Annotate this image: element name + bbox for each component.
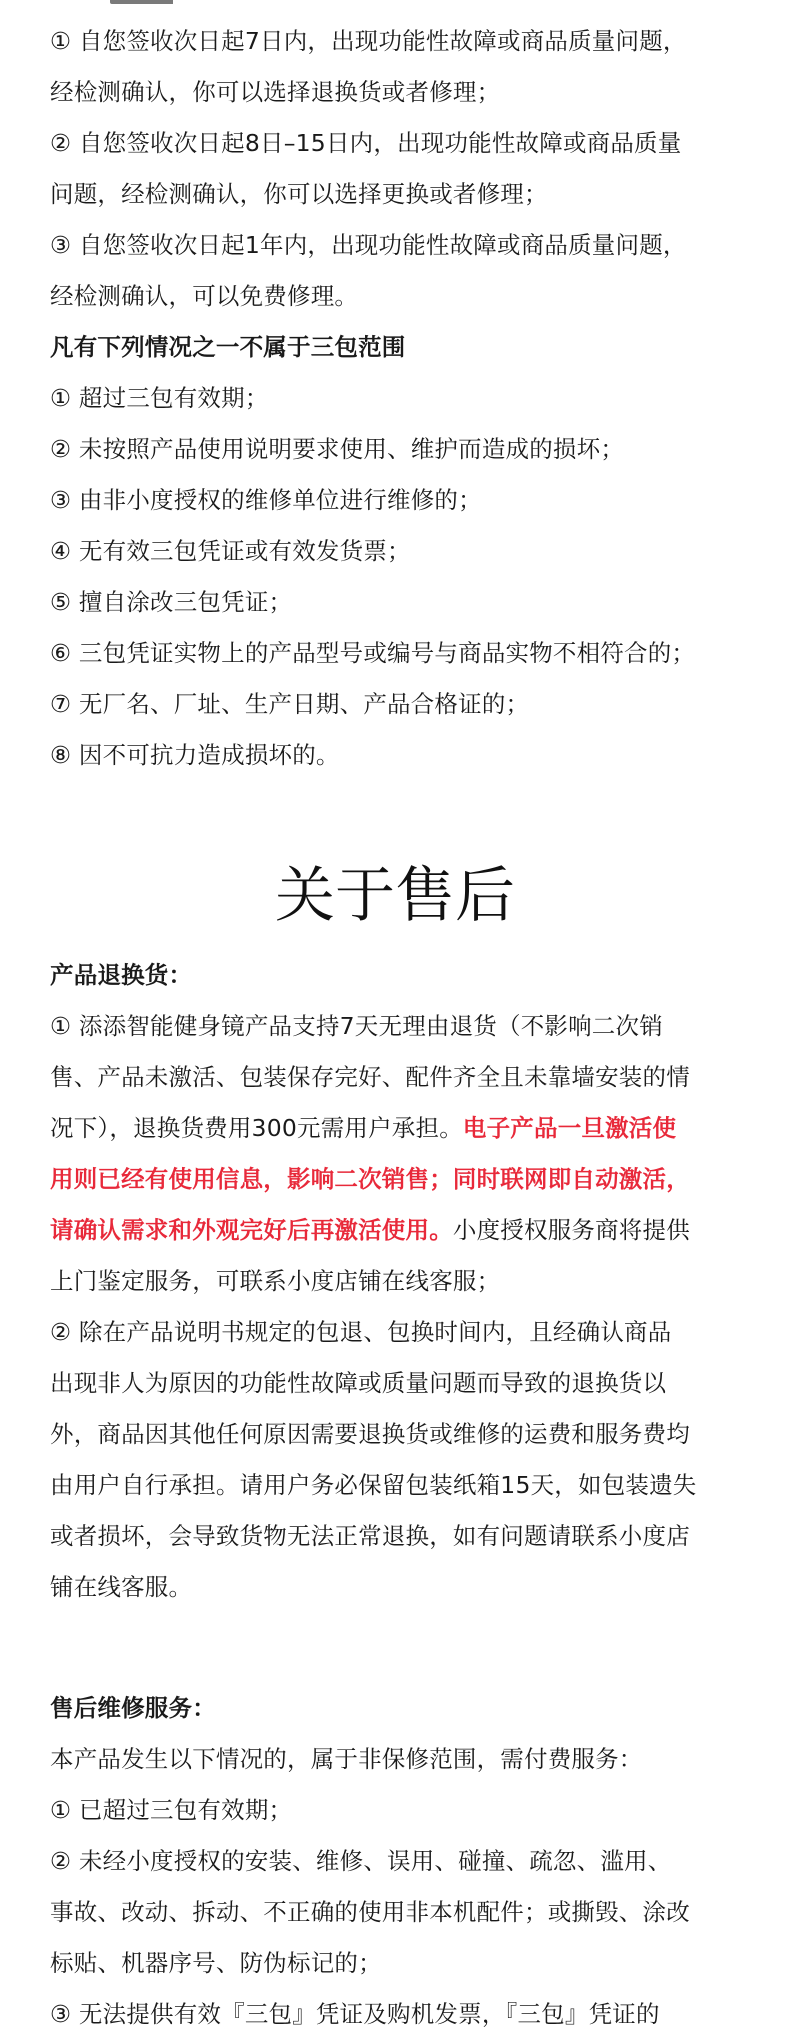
returns-text-segment: 铺在线客服。 bbox=[50, 1573, 193, 1601]
returns-text bbox=[50, 1001, 750, 1613]
policy-line: ② 自您签收次日起8日–15日内，出现功能性故障或商品质量 bbox=[50, 129, 682, 157]
policy-line: 经检测确认，可以免费修理。 bbox=[50, 282, 359, 310]
returns-line bbox=[50, 1205, 750, 1256]
policy-line: ① 自您签收次日起7日内，出现功能性故障或商品质量问题， bbox=[50, 27, 687, 55]
returns-text-segment: 售、产品未激活、包装保存完好、配件齐全且未靠墙安装的情 bbox=[50, 1063, 690, 1091]
returns-text-segment: 上门鉴定服务，可联系小度店铺在线客服； bbox=[50, 1267, 501, 1295]
repair-section bbox=[50, 1683, 750, 1734]
exclusion-item: ⑤ 擅自涂改三包凭证； bbox=[50, 588, 293, 616]
returns-line bbox=[50, 1409, 750, 1460]
returns-line bbox=[50, 1358, 750, 1409]
returns-line bbox=[50, 1001, 750, 1052]
exclusions-section bbox=[50, 322, 750, 373]
returns-line bbox=[50, 1307, 750, 1358]
policy-line: 经检测确认，你可以选择退换货或者修理； bbox=[50, 78, 501, 106]
returns-text-segment: 由用户自行承担。请用户务必保留包装纸箱15天，如包装遗失 bbox=[50, 1471, 697, 1499]
cropped-top-text bbox=[110, 0, 200, 4]
returns-line bbox=[50, 1154, 750, 1205]
repair-line: ② 未经小度授权的安装、维修、误用、碰撞、疏忽、滥用、 bbox=[50, 1847, 672, 1875]
returns-text-segment: 外，商品因其他任何原因需要退换货或维修的运费和服务费均 bbox=[50, 1420, 690, 1448]
returns-line bbox=[50, 1511, 750, 1562]
returns-warning-text: 请确认需求和外观完好后再激活使用。 bbox=[50, 1216, 453, 1244]
returns-text-segment: ② 除在产品说明书规定的包退、包换时间内，且经确认商品 bbox=[50, 1318, 672, 1346]
returns-warning-text: 用则已经有使用信息，影响二次销售；同时联网即自动激活， bbox=[50, 1165, 690, 1193]
returns-line bbox=[50, 1103, 750, 1154]
exclusion-item: ③ 由非小度授权的维修单位进行维修的； bbox=[50, 486, 482, 514]
exclusion-item: ⑧ 因不可抗力造成损坏的。 bbox=[50, 741, 340, 769]
policy-line: 问题，经检测确认，你可以选择更换或者修理； bbox=[50, 180, 548, 208]
repair-line: 事故、改动、拆动、不正确的使用非本机配件；或撕毁、涂改 bbox=[50, 1898, 690, 1926]
exclusions-title: 凡有下列情况之一不属于三包范围 bbox=[50, 333, 406, 361]
repair-title: 售后维修服务： bbox=[50, 1694, 216, 1722]
returns-line bbox=[50, 1460, 750, 1511]
exclusion-item: ① 超过三包有效期； bbox=[50, 384, 269, 412]
warranty-policy bbox=[50, 16, 750, 322]
exclusion-item: ⑥ 三包凭证实物上的产品型号或编号与商品实物不相符合的； bbox=[50, 639, 696, 667]
returns-title: 产品退换货： bbox=[50, 961, 193, 989]
exclusion-item: ⑦ 无厂名、厂址、生产日期、产品合格证的； bbox=[50, 690, 530, 718]
returns-line bbox=[50, 1256, 750, 1307]
returns-text-segment: 或者损坏，会导致货物无法正常退换，如有问题请联系小度店 bbox=[50, 1522, 690, 1550]
returns-text-segment: 小度授权服务商将提供 bbox=[452, 1216, 690, 1244]
returns-line bbox=[50, 1562, 750, 1613]
repair-list bbox=[50, 1734, 750, 2040]
returns-line bbox=[50, 1052, 750, 1103]
exclusion-item: ④ 无有效三包凭证或有效发货票； bbox=[50, 537, 411, 565]
exclusion-item: ② 未按照产品使用说明要求使用、维护而造成的损坏； bbox=[50, 435, 625, 463]
after-sales-heading: 关于售后 bbox=[275, 861, 515, 931]
policy-line: ③ 自您签收次日起1年内，出现功能性故障或商品质量问题， bbox=[50, 231, 687, 259]
repair-line: ③ 无法提供有效『三包』凭证及购机发票，『三包』凭证的 bbox=[50, 2000, 660, 2028]
exclusions-list bbox=[50, 373, 750, 781]
repair-line: 本产品发生以下情况的，属于非保修范围，需付费服务： bbox=[50, 1745, 643, 1773]
returns-text-segment: 况下），退换货费用300元需用户承担。 bbox=[50, 1114, 463, 1142]
returns-warning-text: 电子产品一旦激活使 bbox=[462, 1114, 677, 1142]
repair-line: ① 已超过三包有效期； bbox=[50, 1796, 293, 1824]
repair-line: 标贴、机器序号、防伪标记的； bbox=[50, 1949, 382, 1977]
returns-section bbox=[50, 950, 750, 1001]
returns-text-segment: ① 添添智能健身镜产品支持7天无理由退货（不影响二次销 bbox=[50, 1012, 663, 1040]
returns-text-segment: 出现非人为原因的功能性故障或质量问题而导致的退换货以 bbox=[50, 1369, 667, 1397]
